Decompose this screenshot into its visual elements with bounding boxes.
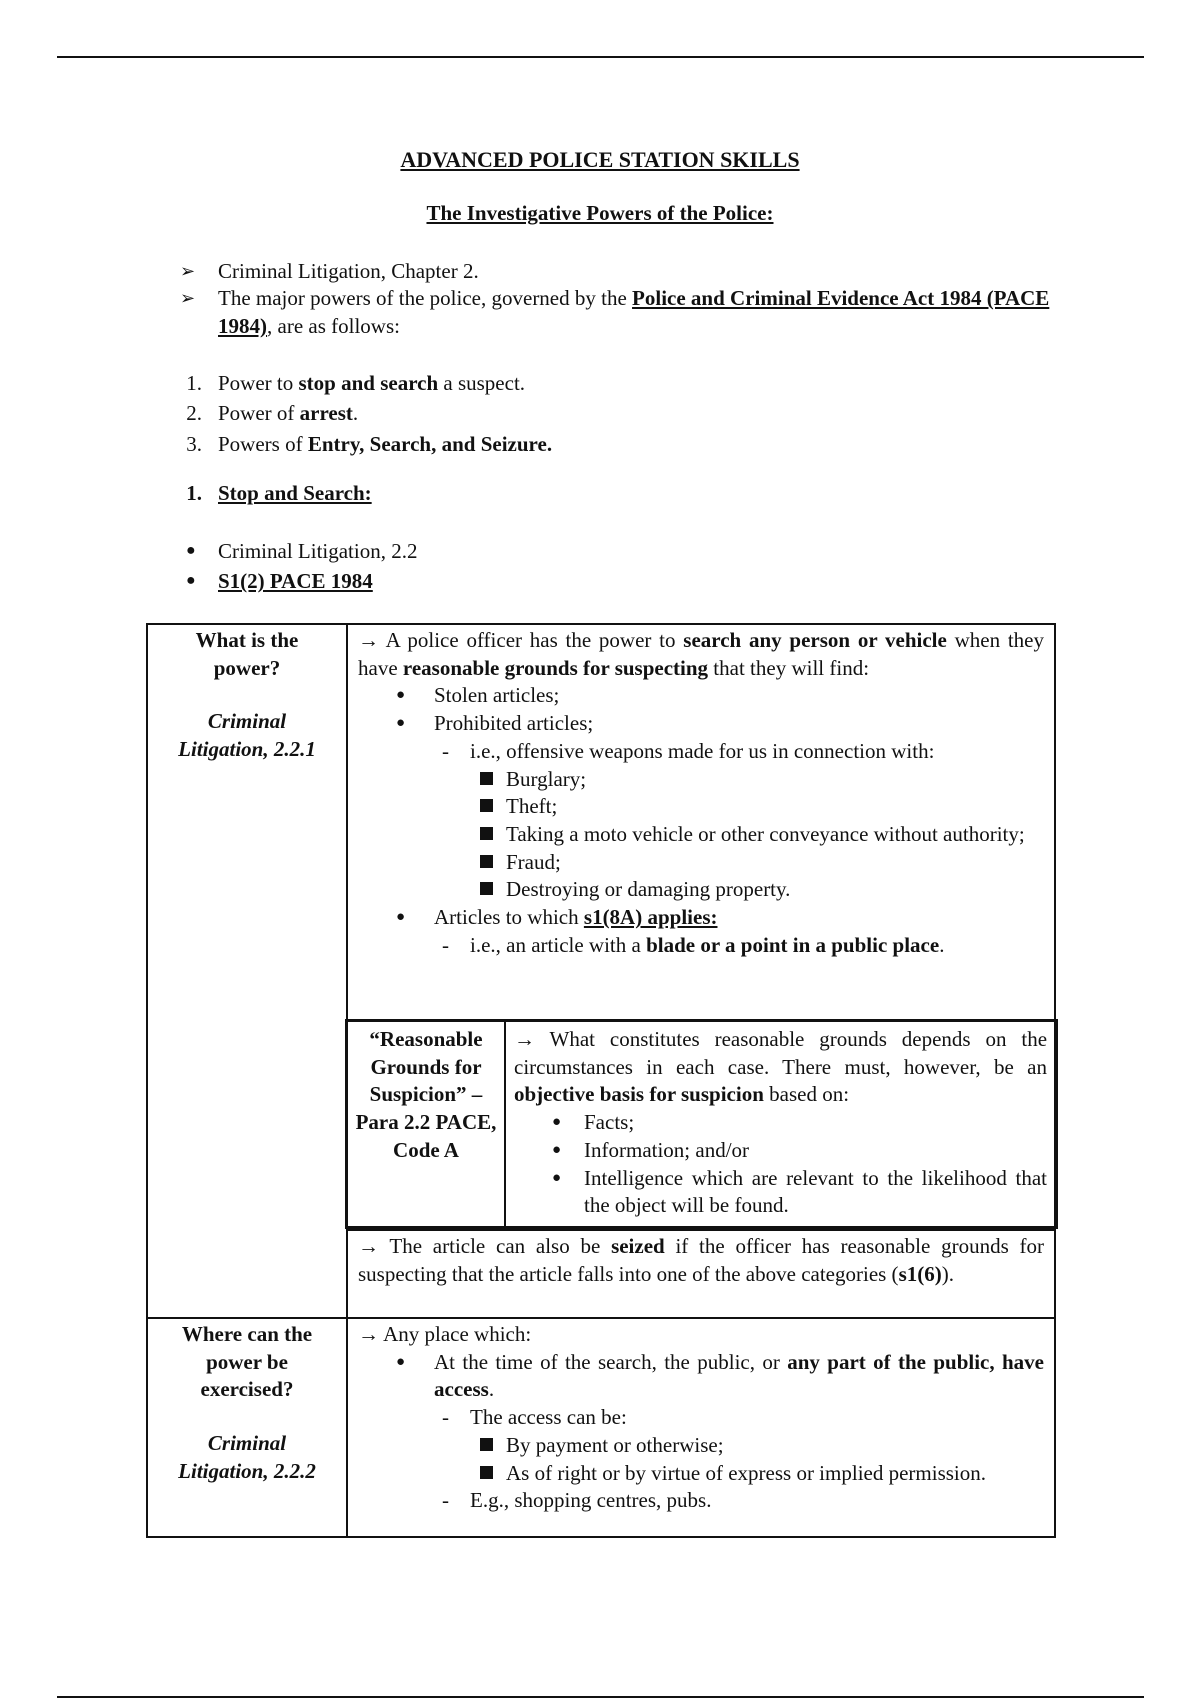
- bullet-icon: ●: [552, 1169, 562, 1186]
- powers-table: [146, 623, 1056, 1538]
- arrow-icon: →: [358, 628, 379, 652]
- powers-item: 2. Power of arrest.: [186, 401, 359, 426]
- square-bullet-icon: [480, 882, 493, 895]
- bullet-icon: ●: [396, 715, 406, 732]
- seizure-text: → The article can also be seized if the officer has reasonable grounds for suspecting that the article falls into one of the above categories (s1(6)).: [358, 1234, 1044, 1286]
- list-item: ● At the time of the search, the public, or any part of the public, have access.: [396, 1349, 1044, 1402]
- arrow-icon: →: [358, 1322, 379, 1346]
- list-item: ● Articles to which s1(8A) applies:: [396, 905, 718, 930]
- bullet-icon: ●: [396, 1353, 406, 1370]
- list-item: ● Facts;: [552, 1110, 635, 1135]
- top-rule: [57, 56, 1144, 58]
- row-divider: [346, 1229, 1054, 1231]
- page-subtitle: The Investigative Powers of the Police:: [426, 201, 774, 225]
- list-item: Theft;: [358, 793, 1044, 821]
- powers-item: 1. Power to stop and search a suspect.: [186, 371, 526, 395]
- reasonable-grounds-text: → What constitutes reasonable grounds depends on the circumstances in each case. There must, however, be an objective basis for suspicion based on: ● Facts; ● Information; and/or ● Intelligence which are relevant to the likelihood that the object will be found.: [514, 1026, 1047, 1220]
- intro-list: [180, 258, 1060, 340]
- pace-act-reference: Police and Criminal Evidence Act 1984 (PACE 1984): [218, 286, 1050, 338]
- list-item: Burglary;: [358, 766, 1044, 794]
- reference-item: ● Criminal Litigation, 2.2: [186, 539, 418, 563]
- list-item: - i.e., an article with a blade or a point in a public place.: [358, 932, 1044, 960]
- reasonable-grounds-label: “Reasonable Grounds for Suspicion” – Para 2.2 PACE, Code A: [355, 1027, 497, 1162]
- list-item: ● Information; and/or: [552, 1137, 750, 1162]
- dash-icon: -: [442, 1405, 449, 1430]
- chevron-bullet-icon: ➢: [180, 288, 196, 309]
- dash-icon: -: [442, 738, 449, 763]
- square-bullet-icon: [480, 1438, 493, 1451]
- dash-icon: -: [442, 1488, 449, 1513]
- list-item: By payment or otherwise;: [358, 1432, 1044, 1460]
- place-description: → Any place which: ● At the time of the search, the public, or any part of the public, have access. - The access can be: By payment or otherwise; As of right or by virtue of express or implied permission. - E.g., shopping centres, pubs.: [358, 1321, 1044, 1515]
- reasonable-grounds-table: [345, 1019, 1058, 1229]
- list-item: As of right or by virtue of express or implied permission.: [358, 1460, 1044, 1488]
- column-divider: [504, 1022, 506, 1226]
- bullet-icon: ●: [186, 542, 196, 559]
- square-bullet-icon: [480, 1466, 493, 1479]
- row-label-power: What is the power? Criminal Litigation, 2.2.1: [178, 628, 316, 762]
- reference-item: ● S1(2) PACE 1984: [186, 569, 373, 594]
- row-divider: [148, 1317, 1054, 1319]
- list-item: Destroying or damaging property.: [358, 876, 1044, 904]
- row-label-place: Where can the power be exercised? Criminal Litigation, 2.2.2: [178, 1322, 316, 1483]
- dash-icon: -: [442, 932, 449, 957]
- list-item: - The access can be:: [358, 1404, 1044, 1432]
- bullet-icon: ●: [186, 572, 196, 590]
- powers-item: 3. Powers of Entry, Search, and Seizure.: [186, 431, 553, 456]
- page-title: ADVANCED POLICE STATION SKILLS: [400, 147, 800, 172]
- square-bullet-icon: [480, 799, 493, 812]
- power-description: → A police officer has the power to search any person or vehicle when they have reasonable grounds for suspecting that they will find: ● Stolen articles; ● Prohibited articles; - i.e., offensive weapons made for us in connection with: Burglary; Theft; Taking a moto vehicle or other conveyance without authority; Fraud; Destroying or damaging property. ● Articles to which s1(8A) applies: - i.e., an article with a blade or a point in a public place.: [358, 627, 1044, 960]
- reference-list: [180, 538, 1060, 599]
- bullet-icon: ●: [552, 1141, 562, 1158]
- arrow-icon: →: [514, 1027, 535, 1051]
- square-bullet-icon: [480, 855, 493, 868]
- bullet-icon: ●: [552, 1114, 562, 1131]
- bullet-icon: ●: [396, 909, 406, 926]
- section-heading: 1. Stop and Search:: [186, 481, 372, 505]
- bullet-icon: ●: [396, 687, 406, 704]
- list-item: - i.e., offensive weapons made for us in connection with:: [358, 738, 1044, 766]
- bottom-rule: [57, 1696, 1144, 1698]
- square-bullet-icon: [480, 827, 493, 840]
- chevron-bullet-icon: ➢: [180, 261, 196, 281]
- intro-item: ➢ Criminal Litigation, Chapter 2.: [180, 259, 479, 283]
- list-item: Taking a moto vehicle or other conveyance without authority;: [358, 821, 1044, 849]
- list-item: - E.g., shopping centres, pubs.: [358, 1487, 1044, 1515]
- list-item: Fraud;: [358, 849, 1044, 877]
- intro-item: ➢ The major powers of the police, governed by the Police and Criminal Evidence Act 1984 (PACE 1984), are as follows:: [180, 286, 1050, 338]
- list-item: ● Stolen articles;: [396, 683, 560, 708]
- powers-list: [180, 370, 1060, 461]
- list-item: ● Prohibited articles;: [396, 711, 594, 736]
- list-item: ● Intelligence which are relevant to the likelihood that the object will be found.: [552, 1165, 1047, 1218]
- square-bullet-icon: [480, 772, 493, 785]
- arrow-icon: →: [358, 1234, 379, 1258]
